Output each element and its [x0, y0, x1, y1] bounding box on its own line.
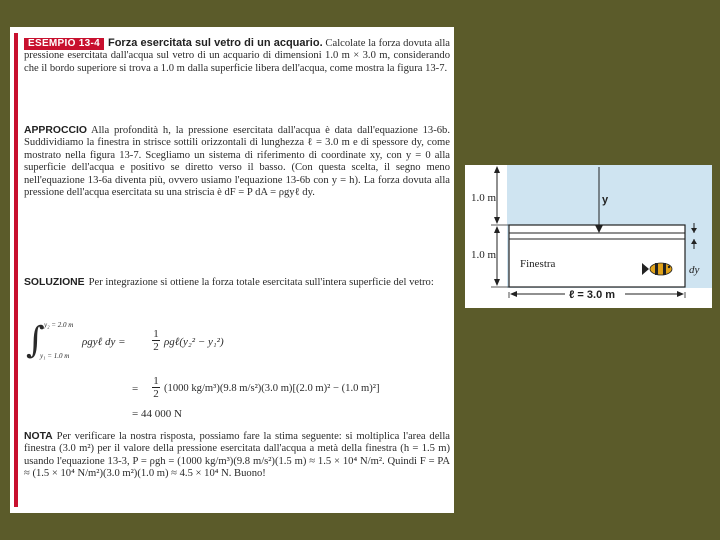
integral-result: ρgℓ(y₂² − y₁²)	[164, 336, 224, 348]
integral-upper-limit: y₂ = 2.0 m	[44, 321, 74, 329]
nota-paragraph	[24, 431, 450, 481]
fraction-numerator: 1	[153, 328, 159, 340]
integral-sign: ∫	[26, 320, 45, 361]
length-arrowhead-left	[510, 291, 517, 297]
integral-lower-limit: y₁ = 1.0 m	[40, 352, 70, 360]
equals-sign: =	[132, 383, 139, 395]
window-height-label: 1.0 m	[471, 249, 497, 261]
approccio-text: Alla profondità h, la pressione esercitata dall'acqua è data dall'equazione 13-6b. Suddividiamo la finestra in strisce sottili orizzontali di lunghezza ℓ = 3.0 m e di spessore dy, come mostrato nella figura 13-7. Scegliamo un sistema di riferimento di coordinate xy, con y = 0 alla superficie dell'acqua e positivo se diretto verso il basso. (Con questa scelta, il segno meno nell'equazione 13-6a diventa più, ovvero usiamo l'equazione 13-6b con y = h). La forza dovuta alla pressione dell'acqua esercitata su una striscia è dF = P dA = ρgyℓ dy.	[24, 125, 450, 199]
nota-text: Per verificare la nostra risposta, possiamo fare la stima seguente: si moltiplica l'area della finestra (3.0 m²) per il valore della pressione esercitata dall'acqua a metà della finestra (h = 1.5 m) usando l'equazione 13-3, P = ρgh = (1000 kg/m³)(9.8 m/s²)(1.5 m) ≈ 1.5 × 10⁴ N/m². Quindi F = PA ≈ (1.5 × 10⁴ N/m²)(3.0 m²)(1.0 m) ≈ 4.5 × 10⁴ N. Buono!	[24, 431, 450, 480]
approccio-heading: APPROCCIO	[24, 125, 87, 136]
soluzione-heading: SOLUZIONE	[24, 277, 85, 288]
soluzione-text: Per integrazione si ottiene la forza totale esercitata sull'intera superficie del vetro:	[88, 277, 434, 288]
fraction-numerator-2: 1	[153, 375, 159, 387]
integrand: ρgyℓ dy =	[82, 336, 126, 348]
dy-label: dy	[689, 264, 700, 276]
window-height-arrow-bottom	[494, 279, 500, 286]
y-label: y	[602, 194, 609, 206]
integral-equation	[24, 319, 444, 375]
soluzione-paragraph	[24, 277, 450, 289]
nota-heading: NOTA	[24, 431, 53, 442]
example-paragraph	[24, 37, 450, 75]
example-title: Forza esercitata sul vetro di un acquario.	[107, 37, 323, 49]
window-label: Finestra	[520, 258, 556, 270]
final-result: = 44 000 N	[132, 408, 182, 420]
depth-arrow-bottom	[494, 217, 500, 224]
length-label: ℓ = 3.0 m	[569, 289, 616, 301]
approccio-paragraph	[24, 125, 450, 199]
fraction-denominator: 2	[153, 341, 159, 353]
substitution-line	[24, 375, 444, 405]
fraction-denominator-2: 2	[153, 388, 159, 400]
fraction-half	[152, 328, 160, 353]
example-text: Calcolate la forza dovuta alla pressione esercitata dall'acqua sul vetro di un acquario di dimensioni 1.0 m × 3.0 m, considerando che il bordo superiore si trova a 1.0 m dalla superficie libera dell'acqua, come mostra la figura 13-7.	[24, 38, 451, 74]
depth-arrow-top	[494, 166, 500, 173]
length-arrowhead-right	[677, 291, 684, 297]
substitution-values: (1000 kg/m³)(9.8 m/s²)(3.0 m)[(2.0 m)² − (1.0 m)²]	[164, 383, 380, 394]
fraction-half-2	[152, 375, 160, 400]
top-depth-label: 1.0 m	[471, 192, 497, 204]
example-accent-bar	[14, 33, 18, 507]
window-height-arrow-top	[494, 226, 500, 233]
aquarium-figure	[465, 165, 712, 308]
aquarium-diagram	[465, 165, 712, 308]
window-rect	[509, 225, 685, 287]
example-badge: ESEMPIO 13-4	[24, 38, 104, 50]
textbook-page	[10, 27, 454, 513]
